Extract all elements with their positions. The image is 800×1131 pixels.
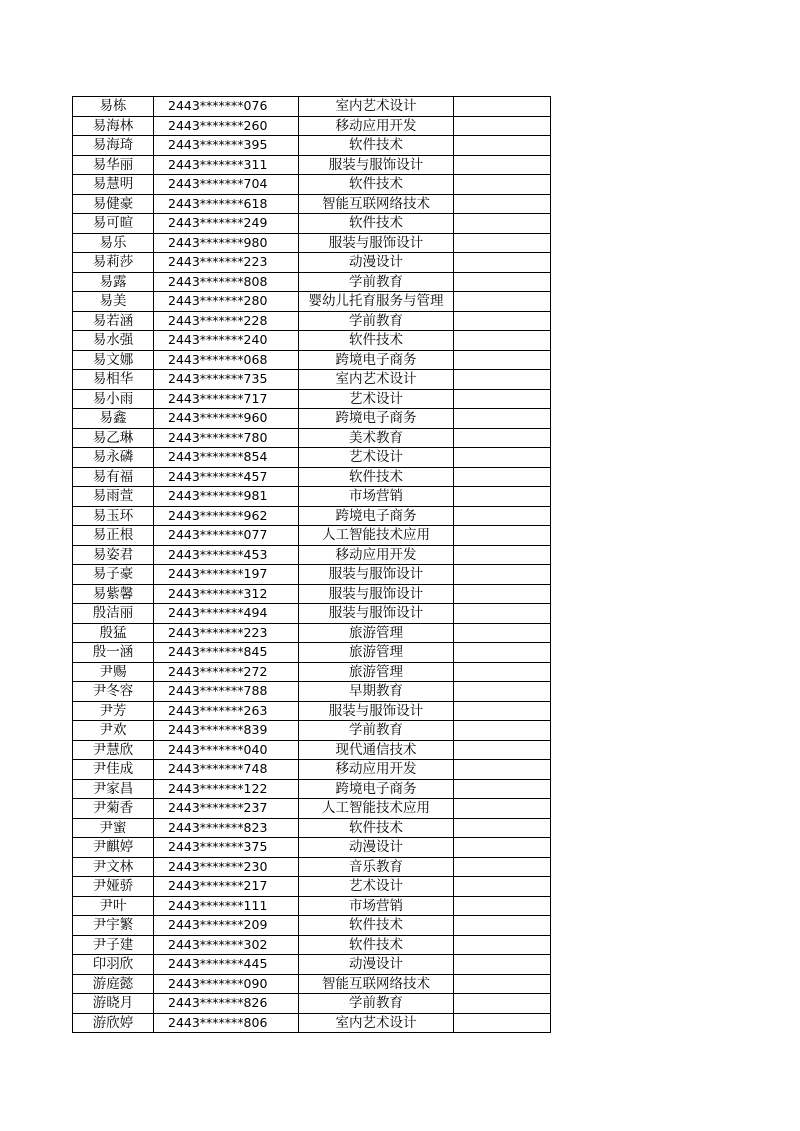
student-id-cell: 2443*******197 xyxy=(154,565,299,585)
empty-cell xyxy=(454,955,551,975)
table-row xyxy=(73,682,551,702)
major-cell: 动漫设计 xyxy=(299,955,454,975)
table-row xyxy=(73,526,551,546)
student-list-table xyxy=(72,96,551,1033)
empty-cell xyxy=(454,721,551,741)
student-id-cell: 2443*******249 xyxy=(154,214,299,234)
student-id-cell: 2443*******780 xyxy=(154,428,299,448)
empty-cell xyxy=(454,565,551,585)
table-row xyxy=(73,623,551,643)
table-row xyxy=(73,214,551,234)
major-cell: 服装与服饰设计 xyxy=(299,584,454,604)
student-id-cell: 2443*******217 xyxy=(154,877,299,897)
empty-cell xyxy=(454,311,551,331)
empty-cell xyxy=(454,799,551,819)
name-cell: 易若涵 xyxy=(73,311,154,331)
major-cell: 跨境电子商务 xyxy=(299,409,454,429)
table-row xyxy=(73,721,551,741)
student-id-cell: 2443*******068 xyxy=(154,350,299,370)
name-cell: 易乐 xyxy=(73,233,154,253)
table-row xyxy=(73,896,551,916)
table-row xyxy=(73,916,551,936)
name-cell: 易露 xyxy=(73,272,154,292)
major-cell: 服装与服饰设计 xyxy=(299,701,454,721)
name-cell: 易健豪 xyxy=(73,194,154,214)
major-cell: 艺术设计 xyxy=(299,448,454,468)
empty-cell xyxy=(454,838,551,858)
table-row xyxy=(73,799,551,819)
empty-cell xyxy=(454,682,551,702)
major-cell: 学前教育 xyxy=(299,311,454,331)
major-cell: 艺术设计 xyxy=(299,877,454,897)
table-row xyxy=(73,448,551,468)
student-id-cell: 2443*******077 xyxy=(154,526,299,546)
major-cell: 现代通信技术 xyxy=(299,740,454,760)
major-cell: 智能互联网络技术 xyxy=(299,974,454,994)
name-cell: 尹麒婷 xyxy=(73,838,154,858)
major-cell: 旅游管理 xyxy=(299,643,454,663)
name-cell: 易水强 xyxy=(73,331,154,351)
empty-cell xyxy=(454,1013,551,1033)
name-cell: 易姿君 xyxy=(73,545,154,565)
name-cell: 尹欢 xyxy=(73,721,154,741)
empty-cell xyxy=(454,428,551,448)
empty-cell xyxy=(454,116,551,136)
student-id-cell: 2443*******040 xyxy=(154,740,299,760)
empty-cell xyxy=(454,779,551,799)
major-cell: 智能互联网络技术 xyxy=(299,194,454,214)
table-row xyxy=(73,428,551,448)
major-cell: 学前教育 xyxy=(299,721,454,741)
empty-cell xyxy=(454,545,551,565)
empty-cell xyxy=(454,896,551,916)
empty-cell xyxy=(454,935,551,955)
major-cell: 服装与服饰设计 xyxy=(299,565,454,585)
table-row xyxy=(73,955,551,975)
name-cell: 易有福 xyxy=(73,467,154,487)
table-row xyxy=(73,194,551,214)
student-id-cell: 2443*******375 xyxy=(154,838,299,858)
empty-cell xyxy=(454,214,551,234)
table-row xyxy=(73,389,551,409)
major-cell: 美术教育 xyxy=(299,428,454,448)
empty-cell xyxy=(454,740,551,760)
empty-cell xyxy=(454,97,551,117)
table-row xyxy=(73,116,551,136)
table-row xyxy=(73,350,551,370)
name-cell: 尹叶 xyxy=(73,896,154,916)
student-id-cell: 2443*******453 xyxy=(154,545,299,565)
table-row xyxy=(73,584,551,604)
name-cell: 易玉环 xyxy=(73,506,154,526)
table-body xyxy=(73,97,551,1033)
name-cell: 易永磷 xyxy=(73,448,154,468)
student-id-cell: 2443*******223 xyxy=(154,253,299,273)
major-cell: 软件技术 xyxy=(299,916,454,936)
major-cell: 跨境电子商务 xyxy=(299,350,454,370)
empty-cell xyxy=(454,136,551,156)
major-cell: 服装与服饰设计 xyxy=(299,155,454,175)
major-cell: 跨境电子商务 xyxy=(299,506,454,526)
student-id-cell: 2443*******845 xyxy=(154,643,299,663)
major-cell: 跨境电子商务 xyxy=(299,779,454,799)
name-cell: 易栋 xyxy=(73,97,154,117)
name-cell: 易小雨 xyxy=(73,389,154,409)
student-id-cell: 2443*******854 xyxy=(154,448,299,468)
table-row xyxy=(73,311,551,331)
empty-cell xyxy=(454,818,551,838)
table-row xyxy=(73,857,551,877)
student-id-cell: 2443*******494 xyxy=(154,604,299,624)
table-row xyxy=(73,370,551,390)
empty-cell xyxy=(454,701,551,721)
student-id-cell: 2443*******395 xyxy=(154,136,299,156)
name-cell: 尹芳 xyxy=(73,701,154,721)
empty-cell xyxy=(454,994,551,1014)
name-cell: 尹蜜 xyxy=(73,818,154,838)
name-cell: 尹冬容 xyxy=(73,682,154,702)
student-id-cell: 2443*******111 xyxy=(154,896,299,916)
empty-cell xyxy=(454,760,551,780)
empty-cell xyxy=(454,331,551,351)
major-cell: 旅游管理 xyxy=(299,623,454,643)
student-id-cell: 2443*******717 xyxy=(154,389,299,409)
name-cell: 尹宇繁 xyxy=(73,916,154,936)
name-cell: 游晓月 xyxy=(73,994,154,1014)
empty-cell xyxy=(454,253,551,273)
student-id-cell: 2443*******457 xyxy=(154,467,299,487)
empty-cell xyxy=(454,448,551,468)
table-row xyxy=(73,994,551,1014)
major-cell: 旅游管理 xyxy=(299,662,454,682)
major-cell: 学前教育 xyxy=(299,272,454,292)
major-cell: 移动应用开发 xyxy=(299,545,454,565)
name-cell: 印羽欣 xyxy=(73,955,154,975)
table-row xyxy=(73,760,551,780)
student-id-cell: 2443*******263 xyxy=(154,701,299,721)
name-cell: 易华丽 xyxy=(73,155,154,175)
table-row xyxy=(73,740,551,760)
table-row xyxy=(73,136,551,156)
student-id-cell: 2443*******272 xyxy=(154,662,299,682)
empty-cell xyxy=(454,389,551,409)
table-row xyxy=(73,467,551,487)
student-id-cell: 2443*******311 xyxy=(154,155,299,175)
table-row xyxy=(73,253,551,273)
empty-cell xyxy=(454,604,551,624)
name-cell: 易慧明 xyxy=(73,175,154,195)
major-cell: 婴幼儿托育服务与管理 xyxy=(299,292,454,312)
empty-cell xyxy=(454,487,551,507)
table-row xyxy=(73,701,551,721)
student-id-cell: 2443*******223 xyxy=(154,623,299,643)
student-id-cell: 2443*******228 xyxy=(154,311,299,331)
table-row xyxy=(73,565,551,585)
empty-cell xyxy=(454,506,551,526)
table-row xyxy=(73,233,551,253)
table-row xyxy=(73,877,551,897)
major-cell: 市场营销 xyxy=(299,487,454,507)
student-id-cell: 2443*******122 xyxy=(154,779,299,799)
student-id-cell: 2443*******839 xyxy=(154,721,299,741)
major-cell: 软件技术 xyxy=(299,331,454,351)
empty-cell xyxy=(454,916,551,936)
table-row xyxy=(73,662,551,682)
student-id-cell: 2443*******312 xyxy=(154,584,299,604)
table-row xyxy=(73,97,551,117)
empty-cell xyxy=(454,194,551,214)
empty-cell xyxy=(454,623,551,643)
student-id-cell: 2443*******960 xyxy=(154,409,299,429)
name-cell: 尹菊香 xyxy=(73,799,154,819)
name-cell: 易乙琳 xyxy=(73,428,154,448)
empty-cell xyxy=(454,292,551,312)
name-cell: 殷猛 xyxy=(73,623,154,643)
name-cell: 易紫馨 xyxy=(73,584,154,604)
major-cell: 软件技术 xyxy=(299,467,454,487)
major-cell: 音乐教育 xyxy=(299,857,454,877)
empty-cell xyxy=(454,857,551,877)
major-cell: 软件技术 xyxy=(299,136,454,156)
student-id-cell: 2443*******826 xyxy=(154,994,299,1014)
name-cell: 尹家昌 xyxy=(73,779,154,799)
empty-cell xyxy=(454,175,551,195)
table-row xyxy=(73,974,551,994)
major-cell: 软件技术 xyxy=(299,818,454,838)
major-cell: 室内艺术设计 xyxy=(299,370,454,390)
student-id-cell: 2443*******808 xyxy=(154,272,299,292)
table-row xyxy=(73,1013,551,1033)
table-row xyxy=(73,779,551,799)
name-cell: 易美 xyxy=(73,292,154,312)
empty-cell xyxy=(454,643,551,663)
table-row xyxy=(73,604,551,624)
table-row xyxy=(73,292,551,312)
major-cell: 移动应用开发 xyxy=(299,760,454,780)
name-cell: 易海林 xyxy=(73,116,154,136)
major-cell: 动漫设计 xyxy=(299,253,454,273)
major-cell: 软件技术 xyxy=(299,175,454,195)
student-id-cell: 2443*******237 xyxy=(154,799,299,819)
major-cell: 人工智能技术应用 xyxy=(299,526,454,546)
table-row xyxy=(73,506,551,526)
student-id-cell: 2443*******980 xyxy=(154,233,299,253)
student-id-cell: 2443*******618 xyxy=(154,194,299,214)
student-id-cell: 2443*******280 xyxy=(154,292,299,312)
table-row xyxy=(73,175,551,195)
empty-cell xyxy=(454,877,551,897)
name-cell: 易雨萱 xyxy=(73,487,154,507)
name-cell: 易海琦 xyxy=(73,136,154,156)
name-cell: 易莉莎 xyxy=(73,253,154,273)
major-cell: 艺术设计 xyxy=(299,389,454,409)
student-id-cell: 2443*******209 xyxy=(154,916,299,936)
name-cell: 游欣婷 xyxy=(73,1013,154,1033)
major-cell: 室内艺术设计 xyxy=(299,97,454,117)
name-cell: 易可暄 xyxy=(73,214,154,234)
major-cell: 服装与服饰设计 xyxy=(299,604,454,624)
name-cell: 尹文林 xyxy=(73,857,154,877)
name-cell: 易子豪 xyxy=(73,565,154,585)
major-cell: 室内艺术设计 xyxy=(299,1013,454,1033)
table-row xyxy=(73,838,551,858)
student-id-cell: 2443*******090 xyxy=(154,974,299,994)
name-cell: 游庭懿 xyxy=(73,974,154,994)
empty-cell xyxy=(454,409,551,429)
name-cell: 尹娅骄 xyxy=(73,877,154,897)
major-cell: 动漫设计 xyxy=(299,838,454,858)
student-id-cell: 2443*******704 xyxy=(154,175,299,195)
major-cell: 学前教育 xyxy=(299,994,454,1014)
student-id-cell: 2443*******981 xyxy=(154,487,299,507)
name-cell: 尹佳成 xyxy=(73,760,154,780)
student-id-cell: 2443*******240 xyxy=(154,331,299,351)
major-cell: 软件技术 xyxy=(299,214,454,234)
major-cell: 服装与服饰设计 xyxy=(299,233,454,253)
empty-cell xyxy=(454,974,551,994)
name-cell: 殷洁丽 xyxy=(73,604,154,624)
table-row xyxy=(73,155,551,175)
student-id-cell: 2443*******076 xyxy=(154,97,299,117)
student-id-cell: 2443*******302 xyxy=(154,935,299,955)
name-cell: 殷一涵 xyxy=(73,643,154,663)
student-id-cell: 2443*******735 xyxy=(154,370,299,390)
student-id-cell: 2443*******823 xyxy=(154,818,299,838)
student-id-cell: 2443*******445 xyxy=(154,955,299,975)
table-row xyxy=(73,409,551,429)
empty-cell xyxy=(454,584,551,604)
student-id-cell: 2443*******962 xyxy=(154,506,299,526)
empty-cell xyxy=(454,526,551,546)
empty-cell xyxy=(454,467,551,487)
empty-cell xyxy=(454,370,551,390)
name-cell: 尹子建 xyxy=(73,935,154,955)
table-row xyxy=(73,545,551,565)
major-cell: 移动应用开发 xyxy=(299,116,454,136)
empty-cell xyxy=(454,350,551,370)
major-cell: 市场营销 xyxy=(299,896,454,916)
major-cell: 软件技术 xyxy=(299,935,454,955)
table-row xyxy=(73,272,551,292)
student-id-cell: 2443*******260 xyxy=(154,116,299,136)
student-id-cell: 2443*******748 xyxy=(154,760,299,780)
name-cell: 易文娜 xyxy=(73,350,154,370)
table-row xyxy=(73,331,551,351)
empty-cell xyxy=(454,233,551,253)
name-cell: 易鑫 xyxy=(73,409,154,429)
table-row xyxy=(73,818,551,838)
major-cell: 早期教育 xyxy=(299,682,454,702)
empty-cell xyxy=(454,272,551,292)
student-id-cell: 2443*******230 xyxy=(154,857,299,877)
empty-cell xyxy=(454,662,551,682)
student-id-cell: 2443*******788 xyxy=(154,682,299,702)
table-row xyxy=(73,935,551,955)
table-row xyxy=(73,643,551,663)
major-cell: 人工智能技术应用 xyxy=(299,799,454,819)
empty-cell xyxy=(454,155,551,175)
name-cell: 尹慧欣 xyxy=(73,740,154,760)
student-id-cell: 2443*******806 xyxy=(154,1013,299,1033)
table-row xyxy=(73,487,551,507)
name-cell: 易相华 xyxy=(73,370,154,390)
name-cell: 易正根 xyxy=(73,526,154,546)
name-cell: 尹赐 xyxy=(73,662,154,682)
